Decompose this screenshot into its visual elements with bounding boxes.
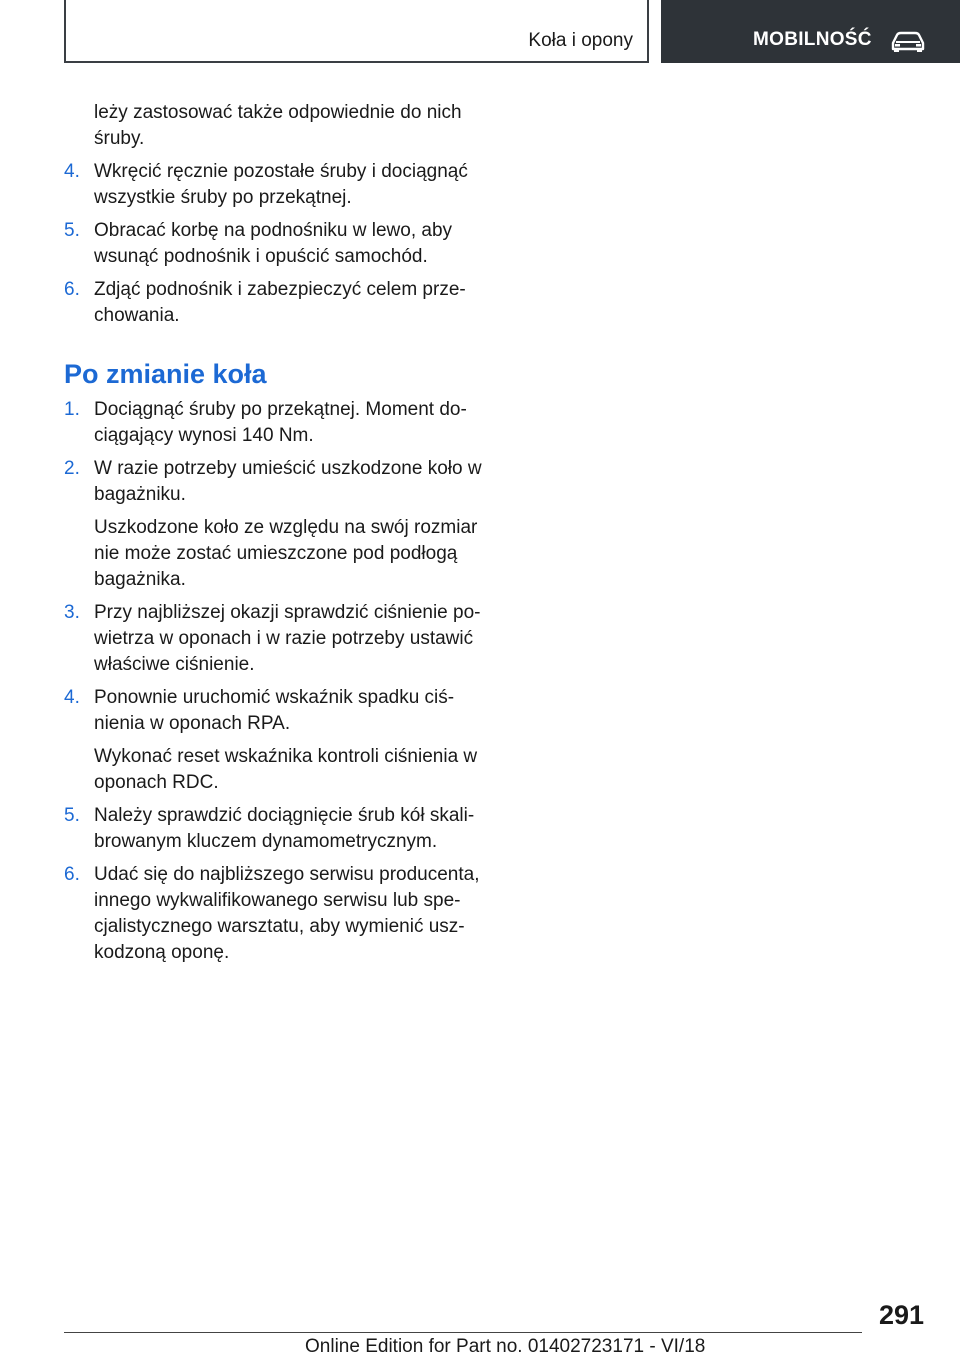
car-icon [890, 30, 926, 52]
step-text: Obracać korbę na podnośniku w lewo, aby wsunąć podnośnik i opuścić samochód. [94, 220, 453, 267]
header-chapter-box [661, 0, 960, 63]
step-note: Uszkodzone koło ze względu na swój rozmiar nie może zostać umieszczone pod podłogą bagażnika. [94, 517, 478, 590]
section-heading: Po zmianie koła [64, 359, 267, 389]
list-item [64, 456, 484, 508]
chapter-title: MOBILNOŚĆ [753, 29, 872, 50]
list-item [64, 685, 484, 737]
step-number: 2. [64, 458, 80, 479]
step-text: W razie potrzeby umieścić uszkodzone koło w bagażniku. [94, 458, 482, 505]
list-item [64, 803, 484, 855]
step-text: Zdjąć podnośnik i zabezpieczyć celem prze-chowania. [94, 279, 466, 326]
list-item [64, 277, 484, 329]
step-number: 4. [64, 161, 80, 182]
step-text: Przy najbliższej okazji sprawdzić ciśnienie po-wietrza w oponach i w razie potrzeby ustawić właściwe ciśnienie. [94, 602, 481, 675]
step-number: 4. [64, 687, 80, 708]
step-number: 3. [64, 602, 80, 623]
footer-divider [64, 1332, 862, 1333]
steps-list [64, 397, 484, 966]
header-section-box [64, 0, 649, 63]
step-number: 6. [64, 864, 80, 885]
list-item [64, 218, 484, 270]
steps-top-list [64, 159, 484, 329]
continued-text: leży zastosować także odpowiednie do nich śruby. [94, 102, 462, 149]
step-text: Wkręcić ręcznie pozostałe śruby i dociągnąć wszystkie śruby po przekątnej. [94, 161, 468, 208]
edition-text: Online Edition for Part no. 01402723171 - VI/18 [305, 1336, 706, 1357]
page-number: 291 [878, 1300, 924, 1330]
step-note: Wykonać reset wskaźnika kontroli ciśnienia w oponach RDC. [94, 746, 478, 793]
step-number: 1. [64, 399, 80, 420]
section-title: Koła i opony [528, 30, 633, 51]
step-number: 6. [64, 279, 80, 300]
step-number: 5. [64, 220, 80, 241]
list-item [64, 862, 484, 966]
list-item [64, 397, 484, 449]
page-content [64, 100, 484, 973]
step-text: Udać się do najbliższego serwisu producenta, innego wykwalifikowanego serwisu lub spe-cjalistycznego warsztatu, aby wymienić usz-kodzoną oponę. [94, 864, 480, 963]
step-number: 5. [64, 805, 80, 826]
step-text: Ponownie uruchomić wskaźnik spadku ciś-nienia w oponach RPA. [94, 687, 455, 734]
step-text: Należy sprawdzić dociągnięcie śrub kół skali-browanym kluczem dynamometrycznym. [94, 805, 475, 852]
step-text: Dociągnąć śruby po przekątnej. Moment do-ciągający wynosi 140 Nm. [94, 399, 467, 446]
list-item [64, 159, 484, 211]
list-item [64, 600, 484, 678]
